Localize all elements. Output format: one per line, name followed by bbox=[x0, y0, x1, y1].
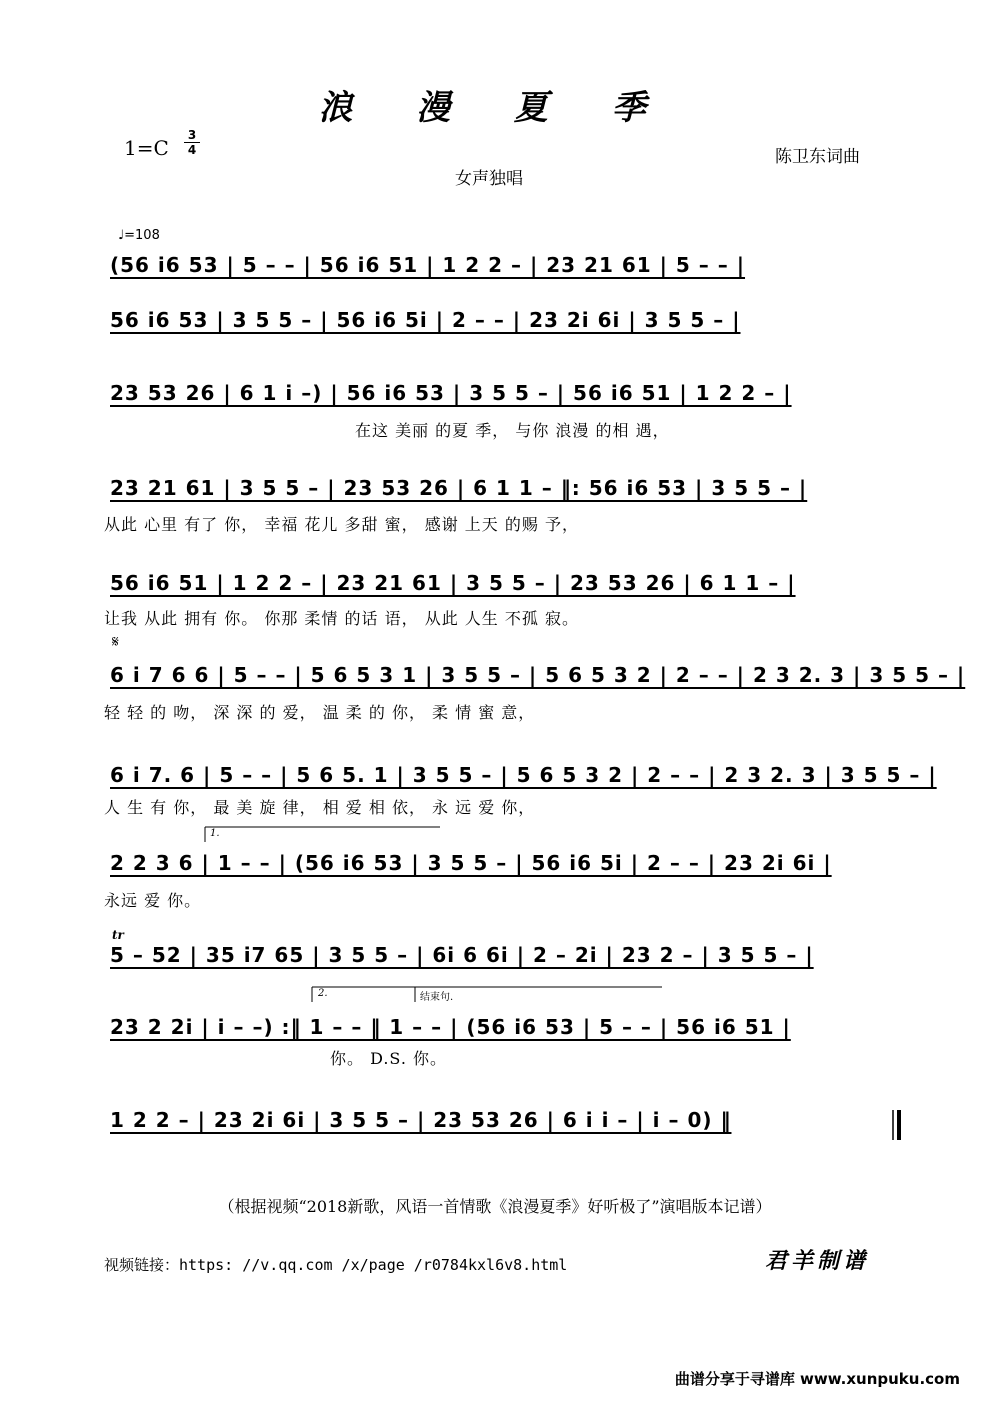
song-title: 浪 漫 夏 季 bbox=[318, 88, 672, 128]
video-link[interactable]: 视频链接：https: //v.qq.com /x/page /r0784kxl6v8.html bbox=[104, 1256, 568, 1274]
lyric-line-10: 你。 D.S. 你。 bbox=[330, 1049, 447, 1068]
lyric-line-5: 让我 从此 拥有 你。 你那 柔情 的话 语， 从此 人生 不孤 寂。 bbox=[104, 609, 579, 628]
notation-line-9: 5 – 52 | 35 i7 65 | 3 5 5 – | 6i 6 6i | 2 – 2i | 23 2 – | 3 5 5 – | bbox=[110, 943, 814, 967]
lyric-line-8: 永远 爱 你。 bbox=[104, 891, 202, 910]
notation-line-6: 6 i 7 6 6 | 5 – – | 5 6 5 3 1 | 3 5 5 – | 5 6 5 3 2 | 2 – – | 2 3 2. 3 | 3 5 5 – | bbox=[110, 663, 966, 687]
final-phrase-label: 结束句. bbox=[420, 992, 454, 1003]
first-ending-label: 1. bbox=[210, 828, 220, 839]
notation-line-2: 56 i6 53 | 3 5 5 – | 56 i6 5i | 2 – – | 23 2i 6i | 3 5 5 – | bbox=[110, 308, 741, 332]
notation-line-3: 23 53 26 | 6 1 i –) | 56 i6 53 | 3 5 5 – | 56 i6 51 | 1 2 2 – | bbox=[110, 381, 792, 405]
notation-line-1: (56 i6 53 | 5 – – | 56 i6 51 | 1 2 2 – | 23 21 61 | 5 – – | bbox=[110, 253, 746, 277]
key-signature: 1=C bbox=[124, 136, 169, 160]
segno-sign: 𝄋 bbox=[112, 632, 119, 651]
trill-mark: tr bbox=[112, 928, 124, 942]
notation-line-8: 2 2 3 6 | 1 – – | (56 i6 53 | 3 5 5 – | 56 i6 5i | 2 – – | 23 2i 6i | bbox=[110, 851, 832, 875]
site-watermark: 曲谱分享于寻谱库 www.xunpuku.com bbox=[674, 1370, 960, 1388]
lyric-line-4: 从此 心里 有了 你， 幸福 花儿 多甜 蜜， 感谢 上天 的赐 予， bbox=[104, 515, 579, 534]
transcriber-signature: 君羊制谱 bbox=[765, 1248, 870, 1274]
time-signature-top: 3 bbox=[184, 128, 200, 143]
notation-line-4: 23 21 61 | 3 5 5 – | 23 53 26 | 6 1 1 – ‖: 56 i6 53 | 3 5 5 – | bbox=[110, 476, 808, 500]
second-ending-label: 2. bbox=[318, 988, 328, 999]
notation-line-5: 56 i6 51 | 1 2 2 – | 23 21 61 | 3 5 5 – | 23 53 26 | 6 1 1 – | bbox=[110, 571, 796, 595]
lyric-line-6: 轻 轻 的 吻， 深 深 的 爱， 温 柔 的 你， 柔 情 蜜 意， bbox=[104, 703, 536, 722]
notation-line-10: 23 2 2i | i – –) :‖ 1 – – ‖ 1 – – | (56 i6 53 | 5 – – | 56 i6 51 | bbox=[110, 1015, 791, 1039]
notation-line-11: 1 2 2 – | 23 2i 6i | 3 5 5 – | 23 53 26 | 6 i i – | i – 0) ‖ bbox=[110, 1108, 732, 1132]
lyric-line-7: 人 生 有 你， 最 美 旋 律， 相 爱 相 依， 永 远 爱 你， bbox=[104, 798, 536, 817]
lyric-line-3: 在这 美丽 的夏 季， 与你 浪漫 的相 遇， bbox=[355, 421, 670, 440]
time-signature-bottom: 4 bbox=[187, 143, 197, 157]
composer-credit: 陈卫东词曲 bbox=[775, 147, 860, 167]
transcription-note: （根据视频“2018新歌，风语一首情歌《浪漫夏季》好听极了”演唱版本记谱） bbox=[218, 1197, 772, 1216]
performance-type: 女声独唱 bbox=[455, 169, 523, 189]
tempo-mark: ♩=108 bbox=[118, 228, 160, 243]
notation-line-7: 6 i 7. 6 | 5 – – | 5 6 5. 1 | 3 5 5 – | 5 6 5 3 2 | 2 – – | 2 3 2. 3 | 3 5 5 – | bbox=[110, 763, 937, 787]
